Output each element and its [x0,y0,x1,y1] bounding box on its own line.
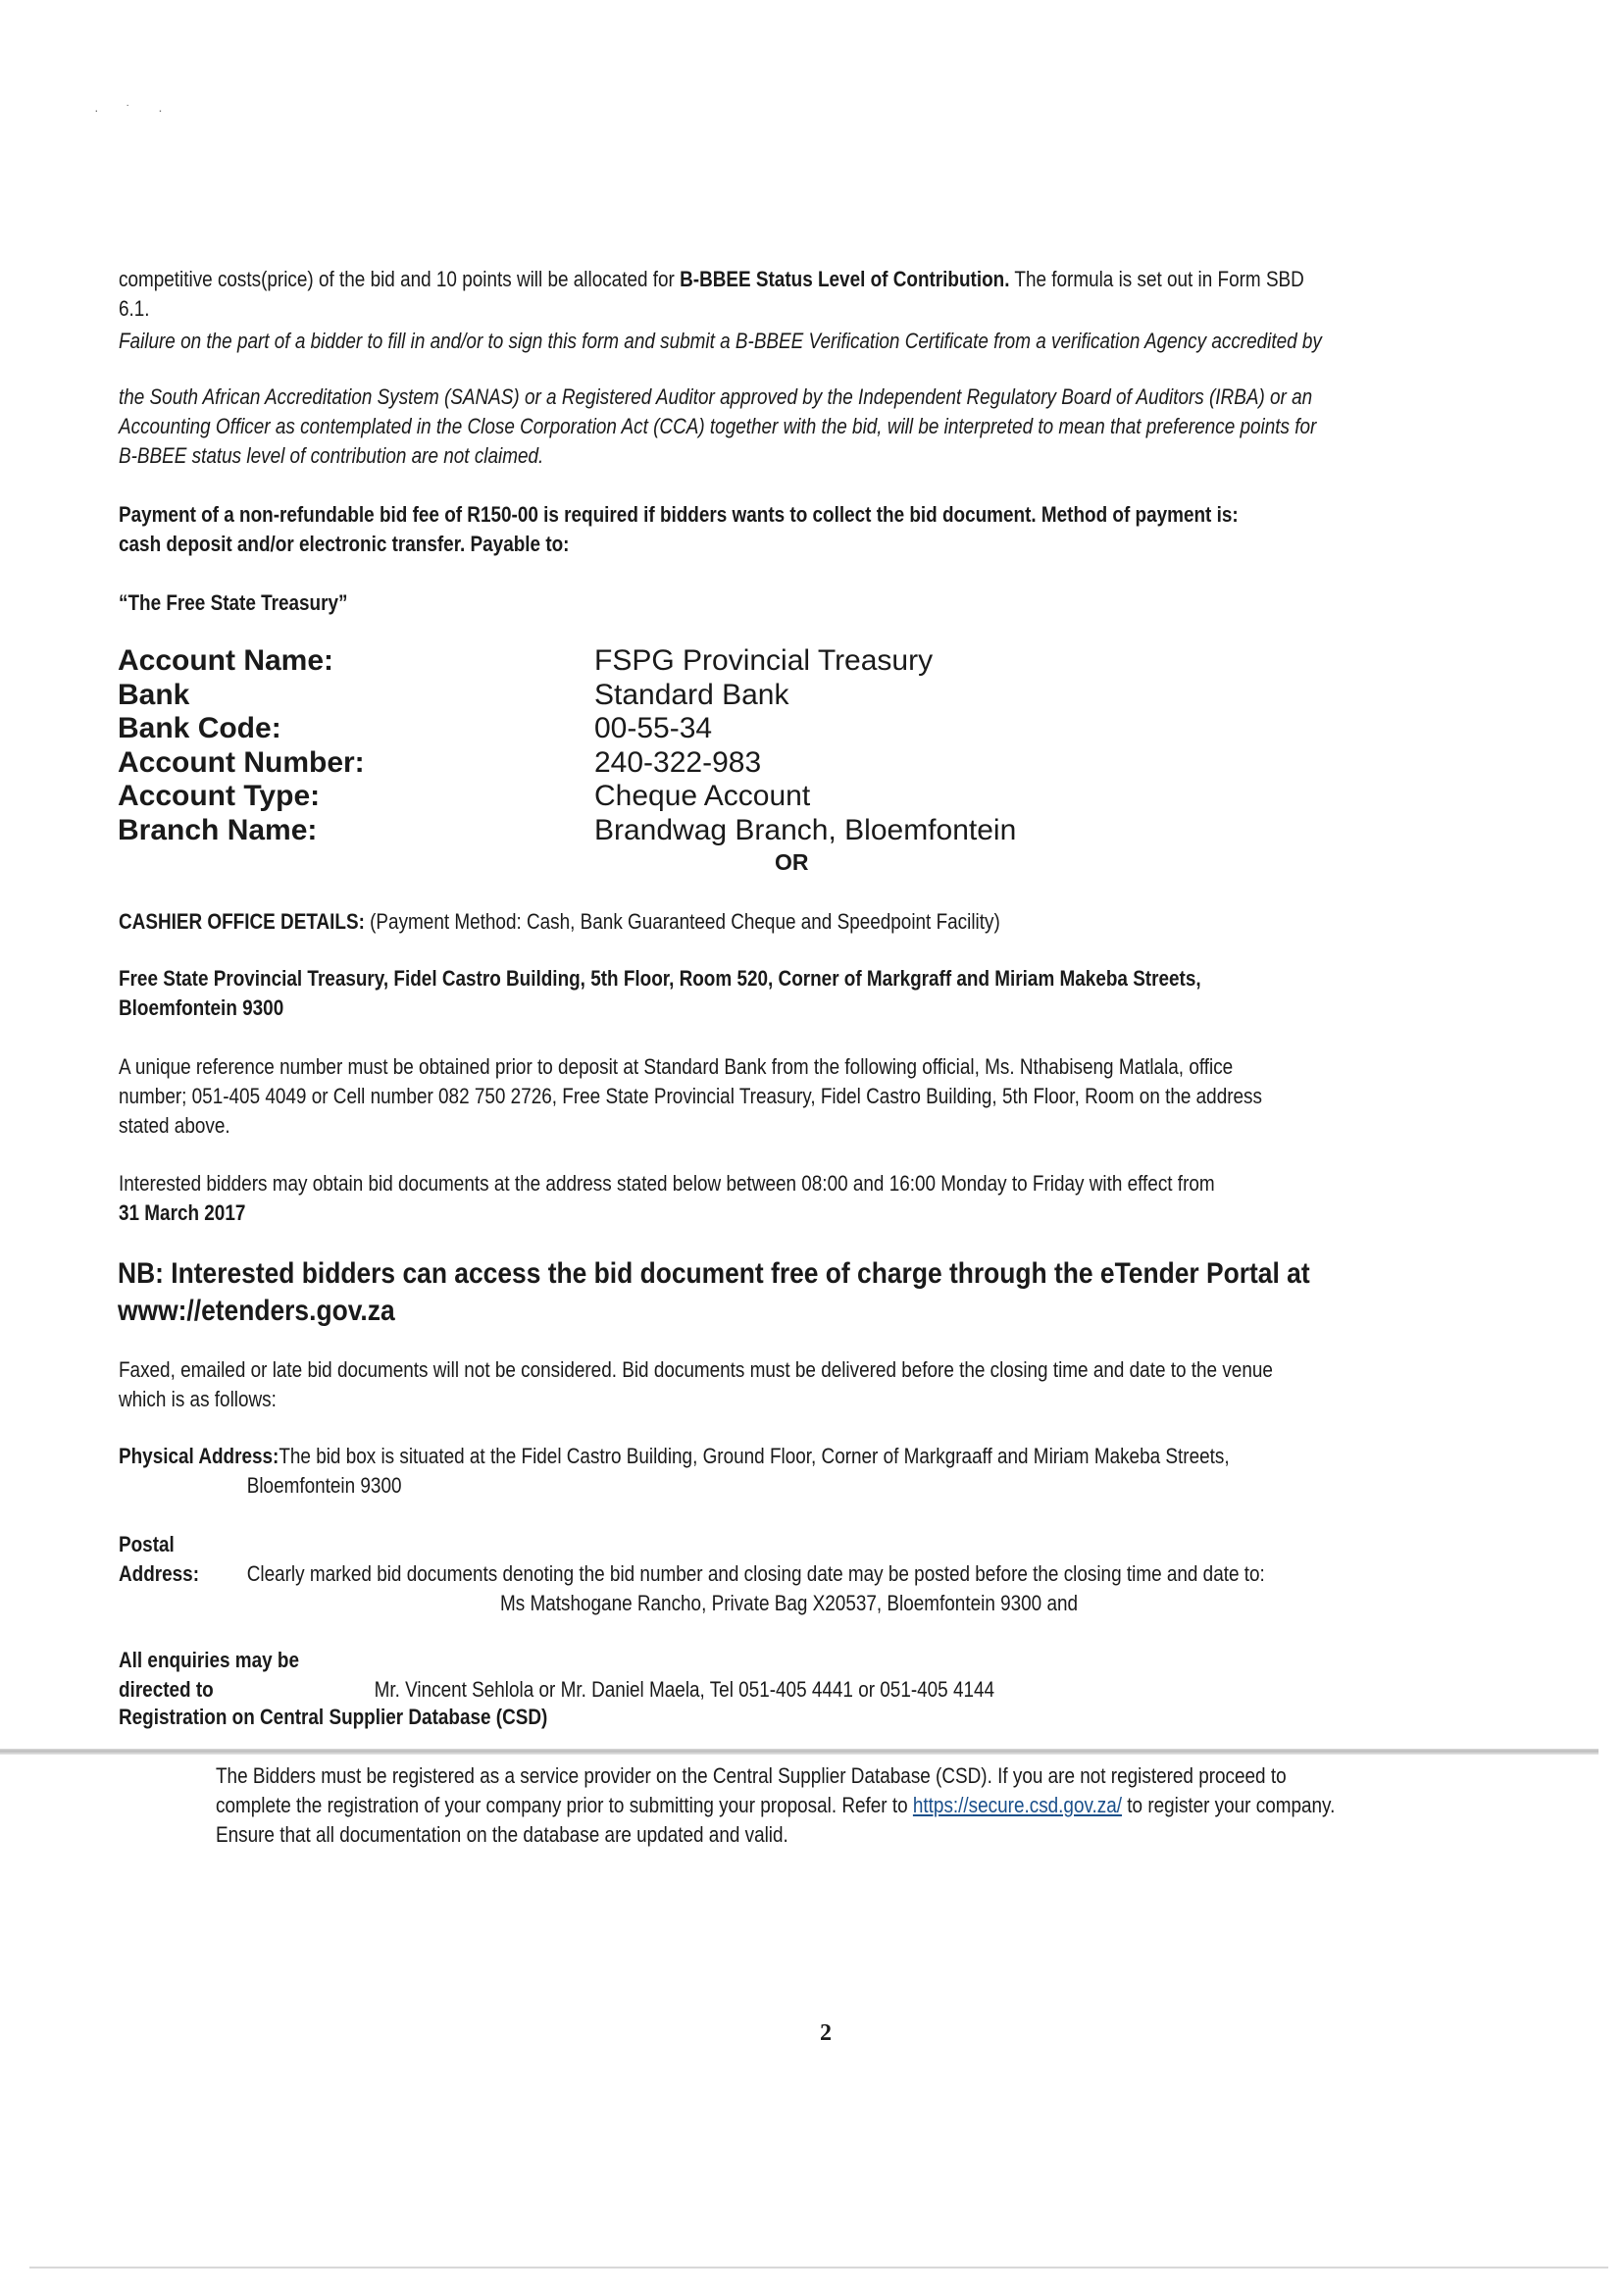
account-value: Standard Bank [594,678,789,711]
scan-specks: · ˙ · [94,102,175,118]
unique-reference-paragraph [119,1052,1527,1141]
intro-line2: 6.1. [119,296,150,321]
account-label: Account Type: [118,780,321,812]
page-number: 2 [820,2020,832,2046]
nb-line1: NB: Interested bidders can access the bid document free of charge through the eTender Portal at [118,1257,1310,1290]
payable-to: “The Free State Treasury” [119,590,348,615]
account-row [118,712,1016,746]
treasury-address-line1: Free State Provincial Treasury, Fidel Castro Building, 5th Floor, Room 520, Corner of Markgraff and Miriam Makeba Streets, [119,966,1201,991]
or-separator: OR [775,849,809,875]
postal-address-label: Postal Address: [119,1532,200,1586]
csd-line2-after: to register your company. [1122,1793,1336,1817]
faxed-line1: Faxed, emailed or late bid documents will not be considered. Bid documents must be delivered before the closing time and date to the venue [119,1357,1273,1382]
intro-bold-text: B-BBEE Status Level of Contribution. [680,267,1010,291]
physical-address-line1: The bid box is situated at the Fidel Castro Building, Ground Floor, Corner of Markgraaff and Miriam Makeba Streets, [279,1444,1230,1468]
account-label: Account Number: [118,745,365,779]
cashier-label: CASHIER OFFICE DETAILS: [119,909,365,934]
account-row [118,814,1016,848]
physical-address-label: Physical Address: [119,1444,279,1468]
enquiries-text: Mr. Vincent Sehlola or Mr. Daniel Maela, Tel 051-405 4441 or 051-405 4144 [374,1677,995,1702]
payment-paragraph [119,500,1527,559]
account-label: Branch Name: [118,813,318,846]
cashier-text: (Payment Method: Cash, Bank Guaranteed Cheque and Speedpoint Facility) [364,909,1000,934]
bottom-scan-edge [29,2267,1608,2269]
failure-line1: Failure on the part of a bidder to fill in and/or to sign this form and submit a B-BBEE Verification Certificate from a verification Agency accredited by [119,329,1322,353]
account-label: Bank [118,678,190,711]
physical-address-line2: Bloemfontein 9300 [246,1473,402,1498]
csd-heading: Registration on Central Supplier Database (CSD) [119,1705,548,1729]
postal-recipient: Ms Matshogane Rancho, Private Bag X20537, Bloemfontein 9300 and [500,1591,1079,1615]
cashier-details [119,907,1527,937]
payment-line2: cash deposit and/or electronic transfer. Payable to: [119,532,570,556]
enquiries-label: All enquiries may be directed to [119,1648,300,1702]
account-value: Brandwag Branch, Bloemfontein [594,813,1017,846]
physical-address [119,1442,1527,1501]
account-value: 00-55-34 [594,712,713,744]
account-value: 240-322-983 [594,745,762,779]
csd-link[interactable]: https://secure.csd.gov.za/ [912,1793,1123,1817]
account-label: Account Name: [118,644,334,677]
account-row [118,780,1016,814]
account-row [118,644,1016,679]
payment-line1: Payment of a non-refundable bid fee of R150-00 is required if bidders wants to collect the bid document. Method of payment is: [119,502,1239,527]
account-label: Bank Code: [118,712,281,744]
unique-ref-line3: stated above. [119,1113,230,1138]
failure-paragraph [119,382,1527,471]
nb-notice [118,1255,1412,1330]
faxed-paragraph [119,1355,1527,1414]
interested-line1: Interested bidders may obtain bid documents at the address stated below between 08:00 and 16:00 Monday to Friday with effect from [119,1171,1215,1196]
treasury-address [119,964,1527,1023]
csd-line2-before: complete the registration of your company prior to submitting your proposal. Refer to [216,1793,913,1817]
account-row [118,679,1016,713]
interested-date: 31 March 2017 [119,1200,246,1225]
csd-line1: The Bidders must be registered as a service provider on the Central Supplier Database (CSD). If you are not registered proceed to [216,1763,1287,1788]
nb-portal-url: www://etenders.gov.za [118,1295,395,1327]
postal-address [119,1530,1527,1589]
unique-ref-line1: A unique reference number must be obtained prior to deposit at Standard Bank from the following official, Ms. Nthabiseng Matlala, office [119,1054,1234,1079]
failure-paragraph-line1 [119,327,1527,356]
failure-line3: Accounting Officer as contemplated in the Close Corporation Act (CCA) together with the bid, will be interpreted to mean that preference points for [119,414,1317,438]
unique-ref-line2: number; 051-405 4049 or Cell number 082 750 2726, Free State Provincial Treasury, Fidel Castro Building, 5th Floor, Room on the address [119,1084,1262,1108]
enquiries [119,1646,1527,1705]
failure-line4: B-BBEE status level of contribution are not claimed. [119,443,544,468]
account-value: FSPG Provincial Treasury [594,644,934,677]
interested-bidders-paragraph [119,1169,1527,1228]
faxed-line2: which is as follows: [119,1387,277,1411]
csd-line3: Ensure that all documentation on the database are updated and valid. [216,1822,788,1847]
intro-text-after: The formula is set out in Form SBD [1009,267,1304,291]
intro-paragraph [119,265,1527,324]
account-details-table [118,644,1016,847]
intro-text: competitive costs(price) of the bid and 10 points will be allocated for [119,267,681,291]
failure-line2: the South African Accreditation System (SANAS) or a Registered Auditor approved by the Independent Regulatory Board of Auditors (IRBA) or an [119,384,1313,409]
postal-address-text: Clearly marked bid documents denoting the bid number and closing date may be posted before the closing time and date to: [246,1561,1265,1586]
csd-paragraph [216,1761,1582,1850]
account-value: Cheque Account [594,780,811,812]
scan-divider [0,1749,1599,1755]
treasury-address-line2: Bloemfontein 9300 [119,995,284,1020]
account-row [118,746,1016,781]
